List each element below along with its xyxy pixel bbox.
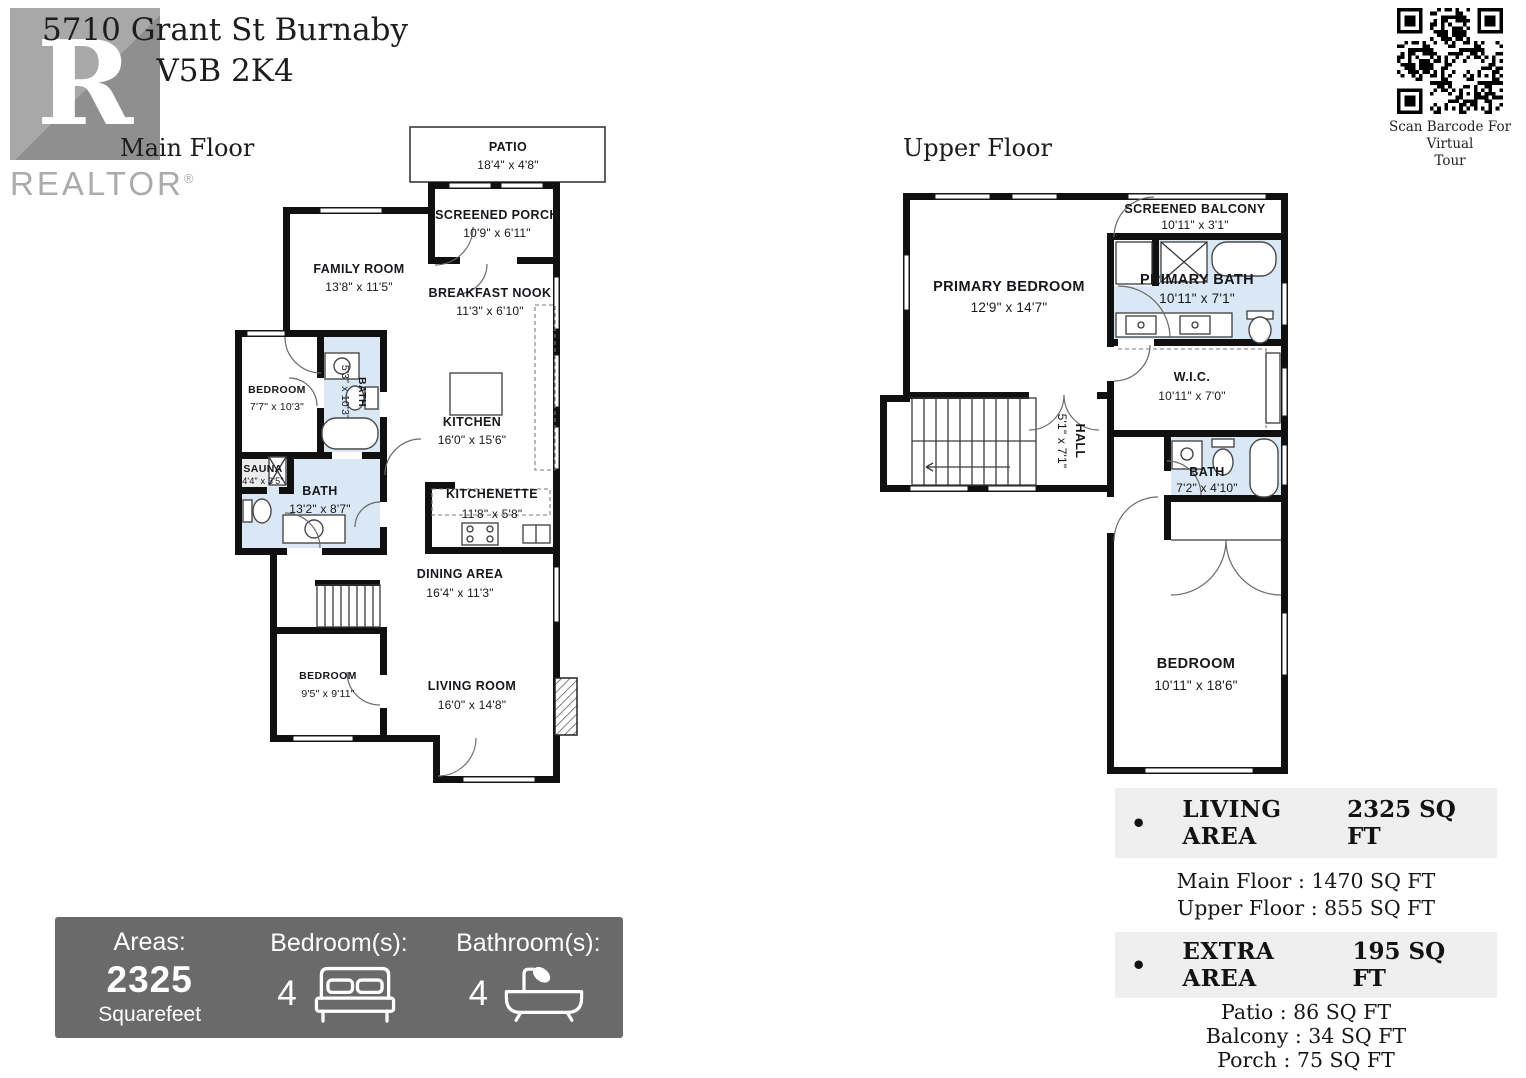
- bedrooms-count: 4: [277, 974, 297, 1013]
- label-primary-bedroom-dims: 12'9" x 14'7": [970, 300, 1048, 315]
- label-primary-bath-dims: 10'11" x 7'1": [1159, 291, 1235, 306]
- label-bedroom-upper-dims: 10'11" x 18'6": [1154, 678, 1238, 693]
- label-kitchen-name: KITCHEN: [442, 415, 502, 429]
- qr-caption-line2: Tour: [1434, 152, 1466, 169]
- fixtures: [243, 305, 577, 735]
- living-area-label: LIVING AREA: [1182, 796, 1282, 850]
- balcony-sqft: Balcony : 34 SQ FT: [1205, 1024, 1407, 1049]
- living-area-summary: [1115, 788, 1497, 858]
- label-sauna-name: SAUNA: [243, 463, 283, 475]
- stairs: [317, 585, 380, 627]
- extra-area-breakdown: [1115, 1000, 1497, 1073]
- label-living-room-name: LIVING ROOM: [427, 679, 517, 693]
- label-bath-upper-dims: 7'2" x 4'10": [1176, 481, 1238, 495]
- bedrooms-stat: [244, 917, 433, 1038]
- areas-value: 2325: [106, 959, 193, 1000]
- fireplace: [555, 678, 577, 735]
- registered-mark: ®: [183, 171, 197, 186]
- areas-stat: [55, 917, 244, 1038]
- label-wic-dims: 10'11" x 7'0": [1158, 389, 1226, 403]
- label-bedroom-rear-dims: 9'5" x 9'11": [301, 688, 355, 700]
- label-hall-name: HALL: [1073, 423, 1087, 459]
- bathtub-icon: [500, 962, 588, 1026]
- stove: [462, 523, 498, 545]
- label-bath-small-name: BATH: [356, 377, 368, 407]
- label-breakfast-nook-dims: 11'3" x 6'10": [456, 304, 524, 318]
- patio-outline: [410, 127, 605, 182]
- label-living-room-dims: 16'0" x 14'8": [437, 698, 507, 712]
- extra-area-value: 195 SQ FT: [1352, 938, 1446, 992]
- bathtub: [322, 418, 378, 449]
- label-kitchen-dims: 16'0" x 15'6": [437, 433, 507, 447]
- label-bath-main-name: BATH: [302, 484, 338, 498]
- main-floor-sqft: Main Floor : 1470 SQ FT: [1176, 869, 1436, 893]
- bed-icon: [309, 962, 401, 1026]
- areas-unit: Squarefeet: [98, 1003, 202, 1026]
- porch-sqft: Porch : 75 SQ FT: [1217, 1048, 1395, 1073]
- extra-area-label: EXTRA AREA: [1182, 938, 1275, 992]
- virtual-tour-qr: [1382, 8, 1518, 170]
- realtor-r-glyph: R: [36, 16, 134, 152]
- upper-floor-plan: [860, 183, 1300, 783]
- bedrooms-label: Bedroom(s):: [270, 929, 408, 957]
- stats-bar: [55, 917, 623, 1038]
- label-hall-dims: 5'1" x 7'1": [1055, 413, 1069, 469]
- patio-sqft: Patio : 86 SQ FT: [1220, 1000, 1392, 1024]
- label-sauna-dims: 4'4" x 3'5": [242, 476, 284, 486]
- label-bath-main-dims: 13'2" x 8'7": [289, 502, 351, 516]
- toilet: [253, 499, 271, 523]
- stairs-upper: [912, 398, 1036, 485]
- upper-floor-sqft: Upper Floor : 855 SQ FT: [1176, 895, 1436, 920]
- bullet-icon: •: [1131, 808, 1147, 838]
- label-primary-bedroom-name: PRIMARY BEDROOM: [933, 279, 1085, 295]
- label-kitchenette-dims: 11'8" x 5'8": [461, 507, 523, 521]
- realtor-wordmark: [10, 165, 197, 203]
- qr-caption-line1: Scan Barcode For Virtual: [1388, 119, 1512, 152]
- main-floor-plan: [225, 115, 615, 805]
- label-family-room-dims: 13'8" x 11'5": [325, 280, 393, 294]
- main-floor-title: Main Floor: [120, 134, 255, 162]
- label-breakfast-nook-name: BREAKFAST NOOK: [428, 286, 552, 300]
- label-dining-area-dims: 16'4" x 11'3": [426, 586, 494, 600]
- living-area-value: 2325 SQ FT: [1347, 796, 1456, 850]
- label-bedroom-front-dims: 7'7" x 10'3": [249, 401, 305, 413]
- label-bedroom-upper-name: BEDROOM: [1156, 656, 1236, 672]
- label-primary-bath-name: PRIMARY BATH: [1139, 272, 1255, 288]
- label-dining-area-name: DINING AREA: [416, 567, 504, 581]
- label-screened-balcony-name: SCREENED BALCONY: [1124, 202, 1266, 216]
- bathrooms-label: Bathroom(s):: [456, 929, 601, 957]
- label-screened-porch-name: SCREENED PORCH: [435, 208, 559, 222]
- living-area-breakdown: [1115, 868, 1497, 921]
- label-bedroom-rear-name: BEDROOM: [299, 670, 357, 682]
- upper-floor-title: Upper Floor: [903, 134, 1052, 162]
- bullet-icon: •: [1131, 950, 1147, 980]
- label-bath-upper-name: BATH: [1189, 465, 1225, 479]
- areas-label: Areas:: [113, 928, 186, 956]
- label-screened-porch-dims: 10'9" x 6'11": [463, 226, 531, 240]
- label-screened-balcony-dims: 10'11" x 3'1": [1161, 218, 1229, 232]
- address-line-2: V5B 2K4: [156, 52, 294, 89]
- label-kitchenette-name: KITCHENETTE: [446, 487, 538, 501]
- label-bath-small-dims: 5'3" x 10'3": [339, 364, 351, 420]
- bathrooms-stat: [434, 917, 623, 1038]
- kitchen-island: [450, 373, 502, 415]
- bathrooms-count: 4: [468, 974, 489, 1013]
- label-wic-name: W.I.C.: [1173, 370, 1211, 384]
- bathtub: [1212, 242, 1276, 276]
- label-patio-dims: 18'4" x 4'8": [477, 158, 539, 172]
- qr-caption: [1382, 119, 1518, 170]
- toilet: [1249, 317, 1271, 343]
- address-line-1: 5710 Grant St Burnaby: [41, 12, 408, 48]
- qr-code: [1397, 8, 1503, 114]
- label-bedroom-front-name: BEDROOM: [248, 384, 306, 396]
- property-address: [30, 10, 420, 92]
- label-patio-name: PATIO: [488, 140, 528, 154]
- extra-area-summary: [1115, 932, 1497, 998]
- realtor-wordmark-text: REALTOR: [10, 165, 184, 202]
- label-family-room-name: FAMILY ROOM: [313, 262, 405, 276]
